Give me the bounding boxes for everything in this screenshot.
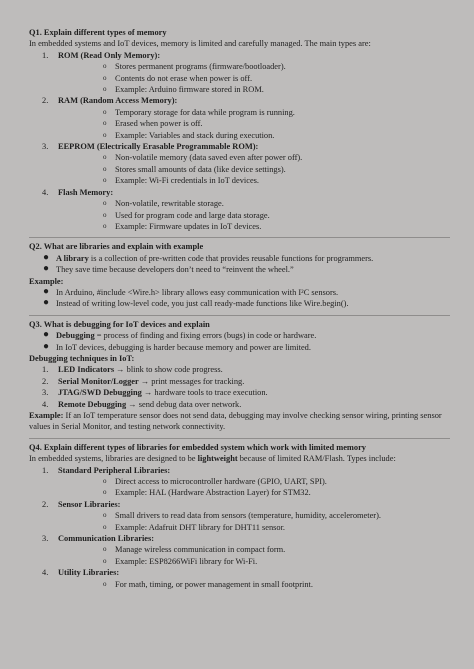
numbered-list [29, 364, 450, 410]
bullet-icon: o [103, 221, 107, 230]
bold-term: Remote Debugging [58, 399, 127, 409]
list-text: Example: HAL (Hardware Abstraction Layer) for STM32. [115, 488, 311, 498]
bold-term: A library [56, 253, 89, 263]
bullet-icon: o [103, 477, 107, 486]
list-item [58, 210, 450, 221]
list-heading: EEPROM (Electrically Erasable Programmable ROM): [58, 142, 259, 152]
section-q1 [29, 27, 450, 232]
bullet-list [29, 253, 450, 276]
list-text: In IoT devices, debugging is harder because memory and power are limited. [56, 342, 311, 352]
example-label: Example: [29, 411, 64, 420]
list-item [29, 95, 450, 141]
list-item [58, 118, 450, 129]
list-text: Small drivers to read data from sensors (temperature, humidity, accelerometer). [115, 511, 381, 521]
bullet-icon: ● [43, 340, 50, 352]
list-number: 2. [42, 96, 49, 106]
bullet-icon: o [103, 210, 107, 219]
sub-list [58, 579, 450, 590]
bullet-icon: o [103, 107, 107, 116]
list-text: Example: Arduino firmware stored in ROM. [115, 85, 264, 95]
list-text: They save time because developers don’t need to “reinvent the wheel.” [56, 265, 294, 275]
list-text: In Arduino, #include <Wire.h> library allows easy communication with I²C sensors. [56, 287, 339, 297]
bullet-icon: o [103, 73, 107, 82]
list-item [58, 522, 450, 533]
list-number: 3. [42, 534, 49, 544]
paragraph-text: If an IoT temperature sensor does not send data, debugging may involve checking sensor wiring, printing sensor values in Serial Monitor, and testing network connectivity. [29, 411, 442, 432]
list-number: 2. [42, 376, 49, 386]
list-text: → blink to show code progress. [114, 365, 223, 375]
list-item [29, 533, 450, 567]
list-number: 1. [42, 365, 49, 375]
list-number: 4. [42, 568, 49, 578]
question-title: Q1. Explain different types of memory [29, 28, 167, 37]
bullet-list [29, 330, 450, 353]
list-text: → hardware tools to trace execution. [141, 388, 268, 398]
bullet-icon: ● [43, 297, 50, 309]
list-text: Example: Wi-Fi credentials in IoT devices. [115, 176, 260, 186]
list-text: Example: ESP8266WiFi library for Wi-Fi. [115, 556, 258, 566]
list-text: Temporary storage for data while program is running. [115, 107, 295, 117]
list-item [58, 198, 450, 209]
paragraph [29, 453, 450, 464]
bullet-icon: o [103, 522, 107, 531]
list-number: 1. [42, 50, 49, 60]
numbered-list [29, 50, 450, 233]
list-heading: Sensor Libraries: [58, 499, 121, 509]
list-item [58, 61, 450, 72]
list-number: 2. [42, 499, 49, 509]
list-heading: Flash Memory: [58, 187, 114, 197]
list-heading: RAM (Random Access Memory): [58, 96, 178, 106]
list-text: Non-volatile, rewritable storage. [115, 199, 224, 209]
example-paragraph [29, 410, 450, 433]
bullet-list [29, 287, 450, 310]
list-item [29, 50, 450, 96]
bullet-icon: o [103, 556, 107, 565]
section-q2 [29, 241, 450, 309]
bullet-icon: o [103, 130, 107, 139]
question-title: Q4. Explain different types of libraries for embedded system which work with limited memory [29, 442, 366, 452]
list-heading: Communication Libraries: [58, 534, 155, 544]
list-number: 3. [42, 142, 49, 152]
list-heading: ROM (Read Only Memory): [58, 50, 161, 60]
list-item [29, 364, 450, 375]
section-divider [29, 438, 450, 439]
sub-list [58, 198, 450, 232]
list-item [29, 342, 450, 353]
list-item [29, 253, 450, 264]
bold-term: LED Indicators [58, 365, 115, 375]
list-text: → print messages for tracking. [138, 376, 245, 386]
bullet-icon: o [103, 511, 107, 520]
list-item [29, 399, 450, 410]
bullet-icon: o [103, 579, 107, 588]
list-item [58, 510, 450, 521]
section-divider [29, 237, 450, 238]
sub-list [58, 544, 450, 567]
bullet-icon: o [103, 62, 107, 71]
list-number: 4. [42, 187, 49, 197]
list-text: Example: Firmware updates in IoT devices. [115, 221, 262, 231]
list-item [58, 175, 450, 186]
list-text: Erased when power is off. [115, 119, 203, 129]
list-item [29, 298, 450, 309]
list-item [29, 287, 450, 298]
list-item [58, 556, 450, 567]
sub-list [58, 61, 450, 95]
list-item [29, 567, 450, 590]
bullet-icon: o [103, 85, 107, 94]
bullet-icon: ● [43, 251, 50, 263]
sub-list [58, 510, 450, 533]
list-item [58, 487, 450, 498]
list-item [29, 187, 450, 233]
list-item [29, 330, 450, 341]
list-text: Direct access to microcontroller hardware (GPIO, UART, SPI). [115, 477, 327, 487]
list-item [58, 152, 450, 163]
bullet-icon: o [103, 488, 107, 497]
list-text: → send debug data over network. [126, 399, 242, 409]
list-text: is a collection of pre-written code that provides reusable functions for programmers. [88, 253, 374, 263]
list-text: Used for program code and large data storage. [115, 210, 270, 220]
section-q4 [29, 442, 450, 590]
list-item [29, 465, 450, 499]
bullet-icon: o [103, 164, 107, 173]
list-text: Example: Adafruit DHT library for DHT11 sensor. [115, 522, 286, 532]
paragraph-text: because of limited RAM/Flash. Types include: [237, 454, 396, 464]
bold-term: JTAG/SWD Debugging [58, 388, 142, 398]
bullet-icon: o [103, 153, 107, 162]
bullet-icon: ● [43, 329, 50, 341]
list-text: Non-volatile memory (data saved even after power off). [115, 153, 303, 163]
list-item [58, 164, 450, 175]
bold-term: lightweight [197, 454, 238, 464]
list-text: For math, timing, or power management in small footprint. [115, 579, 313, 589]
list-number: 3. [42, 388, 49, 398]
sub-list [58, 152, 450, 186]
list-item [29, 499, 450, 533]
list-item [29, 264, 450, 275]
example-label: Example: [29, 276, 64, 286]
sub-list [58, 107, 450, 141]
list-number: 1. [42, 465, 49, 475]
bullet-icon: ● [43, 263, 50, 275]
bullet-icon: o [103, 119, 107, 128]
bullet-icon: ● [43, 285, 50, 297]
bullet-icon: o [103, 545, 107, 554]
list-item [58, 84, 450, 95]
list-heading: Standard Peripheral Libraries: [58, 465, 171, 475]
question-title: Q2. What are libraries and explain with example [29, 242, 204, 252]
list-item [58, 476, 450, 487]
list-item [58, 73, 450, 84]
sub-list [58, 476, 450, 499]
techniques-label: Debugging techniques in IoT: [29, 353, 135, 363]
section-q3 [29, 319, 450, 433]
bold-term: Debugging [56, 331, 95, 341]
paragraph-text: In embedded systems, libraries are designed to be [29, 454, 198, 464]
list-item [58, 221, 450, 232]
bold-term: Serial Monitor/Logger [58, 376, 139, 386]
list-item [58, 107, 450, 118]
list-heading: Utility Libraries: [58, 568, 120, 578]
list-text: = process of finding and fixing errors (bugs) in code or hardware. [94, 331, 317, 341]
bullet-icon: o [103, 176, 107, 185]
numbered-list [29, 465, 450, 590]
list-text: Stores small amounts of data (like device settings). [115, 164, 286, 174]
list-item [58, 544, 450, 555]
list-text: Manage wireless communication in compact form. [115, 545, 286, 555]
list-item [58, 130, 450, 141]
list-item [29, 376, 450, 387]
list-text: Instead of writing low-level code, you just call ready-made functions like Wire.begin(). [56, 299, 349, 309]
list-number: 4. [42, 399, 49, 409]
list-text: Contents do not erase when power is off. [115, 73, 253, 83]
bullet-icon: o [103, 199, 107, 208]
list-item [29, 387, 450, 398]
list-item [29, 141, 450, 187]
list-text: Stores permanent programs (firmware/bootloader). [115, 62, 286, 72]
question-title: Q3. What is debugging for IoT devices and explain [29, 319, 210, 329]
paragraph: In embedded systems and IoT devices, memory is limited and carefully managed. The main types are: [29, 39, 371, 49]
section-divider [29, 315, 450, 316]
list-text: Example: Variables and stack during execution. [115, 130, 275, 140]
list-item [58, 579, 450, 590]
